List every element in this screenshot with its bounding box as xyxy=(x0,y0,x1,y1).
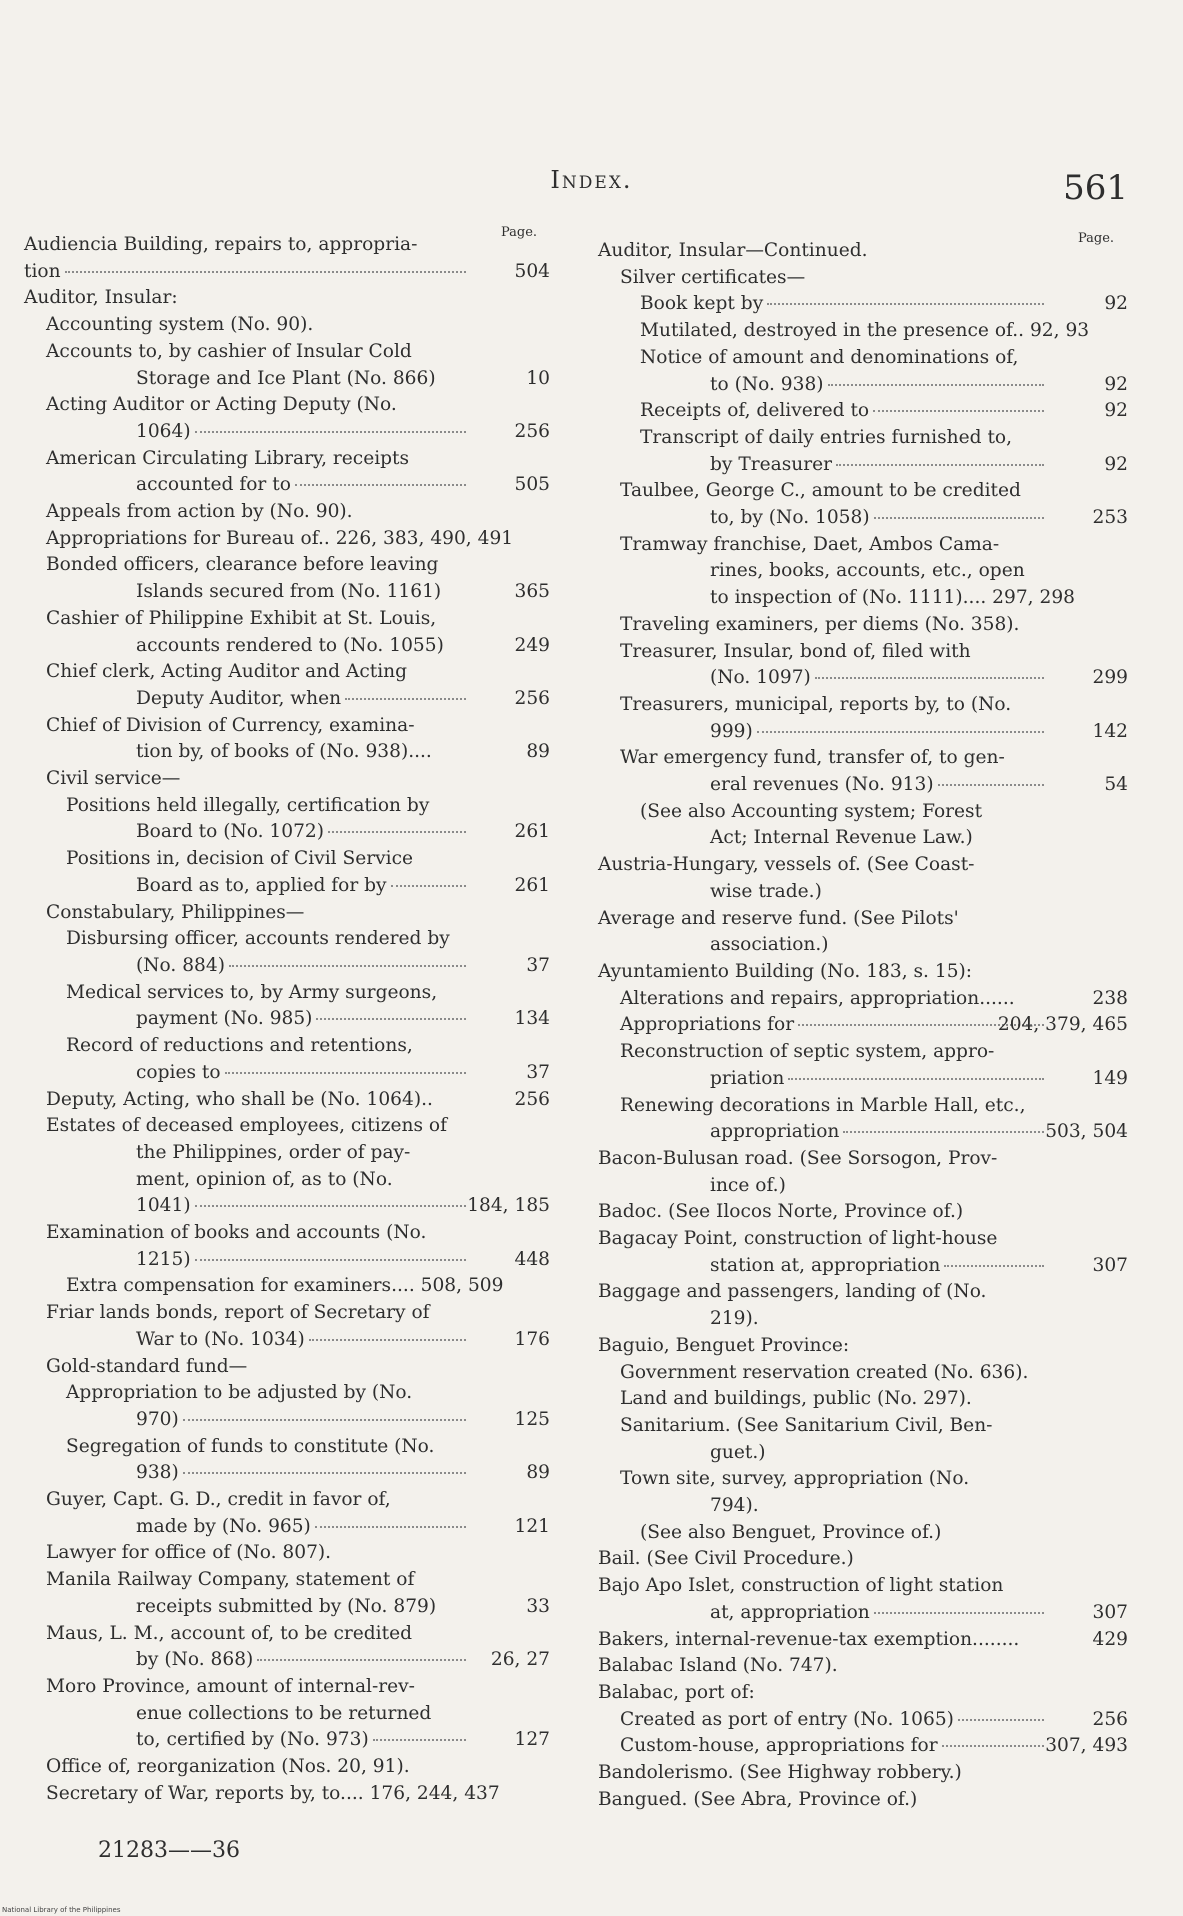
dot-leader xyxy=(195,1259,466,1261)
index-entry xyxy=(24,1033,550,1086)
entry-text: Receipts of, delivered to xyxy=(640,400,870,422)
entry-text: Medical services to, by Army surgeons, xyxy=(66,981,438,1003)
dot-leader xyxy=(373,1739,466,1741)
right-page-column-label: Page. xyxy=(1078,231,1115,246)
entry-text: Reconstruction of septic system, appro- xyxy=(620,1041,995,1063)
entry-text: tion by, of books of (No. 938).... xyxy=(136,741,432,763)
index-entry xyxy=(24,312,550,339)
signature-mark: 21283——36 xyxy=(98,1838,240,1863)
page-reference: 261 xyxy=(514,874,550,896)
page-reference: 238 xyxy=(1092,987,1128,1009)
entry-text: Extra compensation for examiners.... 508, 509 xyxy=(66,1275,504,1297)
entry-text: Accounts to, by cashier of Insular Cold xyxy=(46,340,412,362)
page-reference: 92 xyxy=(1104,293,1128,315)
entry-text: Manila Railway Company, statement of xyxy=(46,1569,415,1591)
entry-text: Mutilated, destroyed in the presence of.. 92, 93 xyxy=(640,320,1090,342)
index-entry xyxy=(598,1226,1128,1279)
index-entry xyxy=(598,1733,1128,1760)
page-reference: 10 xyxy=(526,367,550,389)
dot-leader xyxy=(836,464,1044,466)
dot-leader xyxy=(225,1072,466,1074)
entry-text: Positions in, decision of Civil Service xyxy=(66,848,414,870)
dot-leader xyxy=(328,831,466,833)
index-entry xyxy=(24,846,550,899)
dot-leader xyxy=(295,484,466,486)
entry-text: Act; Internal Revenue Law.) xyxy=(710,827,973,849)
page-reference: 504 xyxy=(514,260,550,282)
index-entry xyxy=(24,1781,550,1808)
index-entry xyxy=(24,1674,550,1754)
dot-leader xyxy=(843,1131,1044,1133)
entry-text: tion xyxy=(24,260,61,282)
entry-text: Friar lands bonds, report of Secretary of xyxy=(46,1302,430,1324)
entry-text: Moro Province, amount of internal-rev- xyxy=(46,1675,415,1697)
entry-text: the Philippines, order of pay- xyxy=(136,1141,411,1163)
dot-leader xyxy=(316,1018,466,1020)
page-reference: 307 xyxy=(1092,1601,1128,1623)
index-entry xyxy=(598,1573,1128,1626)
index-entry xyxy=(24,713,550,766)
index-entry xyxy=(598,959,1128,986)
library-microprint: National Library of the Philippines xyxy=(2,1906,121,1914)
entry-text: Transcript of daily entries furnished to, xyxy=(640,426,1013,448)
entry-text: to (No. 938) xyxy=(710,373,824,395)
index-entry xyxy=(598,425,1128,478)
index-entry xyxy=(598,398,1128,425)
entry-text: Bacon-Bulusan road. (See Sorsogon, Prov- xyxy=(598,1147,998,1169)
page-reference: 365 xyxy=(514,581,550,603)
entry-text: Maus, L. M., account of, to be credited xyxy=(46,1622,413,1644)
entry-text: Bajo Apo Islet, construction of light station xyxy=(598,1575,1004,1597)
entry-text: Positions held illegally, certification by xyxy=(66,794,430,816)
index-entry xyxy=(598,345,1128,398)
entry-text: enue collections to be returned xyxy=(136,1702,432,1724)
dot-leader xyxy=(828,384,1044,386)
entry-text: Treasurer, Insular, bond of, filed with xyxy=(620,640,971,662)
entry-text: Appeals from action by (No. 90). xyxy=(46,501,353,523)
entry-text: ince of.) xyxy=(710,1174,786,1196)
dot-leader xyxy=(767,303,1044,305)
dot-leader xyxy=(874,517,1044,519)
entry-text: Renewing decorations in Marble Hall, etc., xyxy=(620,1094,1026,1116)
index-entry xyxy=(24,980,550,1033)
index-entry xyxy=(24,793,550,846)
dot-leader xyxy=(183,1472,466,1474)
dot-leader xyxy=(938,784,1044,786)
entry-text: Appropriations for Bureau of.. 226, 383, 490, 491 xyxy=(46,527,514,549)
entry-text: to, by (No. 1058) xyxy=(710,507,870,529)
index-entry xyxy=(598,1707,1128,1734)
index-entry xyxy=(24,1113,550,1220)
page-reference: 89 xyxy=(526,1462,550,1484)
page-reference: 184, 185 xyxy=(467,1195,550,1217)
index-entry xyxy=(598,1653,1128,1680)
entry-text: Gold-standard fund— xyxy=(46,1355,248,1377)
left-page-column-label: Page. xyxy=(501,225,538,240)
index-entry xyxy=(24,1087,550,1114)
entry-text: 1041) xyxy=(136,1195,191,1217)
page-reference: 249 xyxy=(514,634,550,656)
page-reference: 256 xyxy=(514,1088,550,1110)
entry-text: Disbursing officer, accounts rendered by xyxy=(66,928,450,950)
dot-leader xyxy=(229,965,466,967)
entry-text: (No. 884) xyxy=(136,954,225,976)
entry-text: copies to xyxy=(136,1061,221,1083)
index-entry xyxy=(24,900,550,927)
entry-text: ment, opinion of, as to (No. xyxy=(136,1168,393,1190)
page-reference: 54 xyxy=(1104,774,1128,796)
entry-text: Record of reductions and retentions, xyxy=(66,1035,413,1057)
page-reference: 142 xyxy=(1092,720,1128,742)
entry-text: Treasurers, municipal, reports by, to (No. xyxy=(620,693,1012,715)
page-reference: 261 xyxy=(514,821,550,843)
index-entry xyxy=(24,1273,550,1300)
index-entry xyxy=(598,265,1128,292)
entry-text: guet.) xyxy=(710,1441,766,1463)
index-entry xyxy=(598,986,1128,1013)
page-reference: 37 xyxy=(526,954,550,976)
entry-text: (No. 1097) xyxy=(710,667,811,689)
index-entry xyxy=(24,1567,550,1620)
page-reference: 125 xyxy=(514,1408,550,1430)
entry-text: Bonded officers, clearance before leaving xyxy=(46,554,439,576)
index-entry xyxy=(24,1487,550,1540)
entry-text: Storage and Ice Plant (No. 866) xyxy=(136,367,436,389)
page-reference: 256 xyxy=(1092,1708,1128,1730)
entry-text: (See also Benguet, Province of.) xyxy=(640,1521,942,1543)
dot-leader xyxy=(195,431,466,433)
entry-text: Auditor, Insular—Continued. xyxy=(598,240,868,261)
page-reference: 89 xyxy=(526,741,550,763)
page-reference: 256 xyxy=(514,687,550,709)
dot-leader xyxy=(183,1419,466,1421)
index-entry xyxy=(598,1093,1128,1146)
entry-text: Created as port of entry (No. 1065) xyxy=(620,1708,954,1730)
entry-text: 794). xyxy=(710,1495,759,1517)
entry-text: Baggage and passengers, landing of (No. xyxy=(598,1281,987,1303)
entry-text: Estates of deceased employees, citizens of xyxy=(46,1115,447,1137)
index-entry xyxy=(598,1760,1128,1787)
page-reference: 256 xyxy=(514,420,550,442)
page-reference: 204, 379, 465 xyxy=(997,1014,1128,1036)
index-entry xyxy=(598,799,1128,852)
index-entry xyxy=(598,291,1128,318)
page-reference: 92 xyxy=(1104,400,1128,422)
dot-leader xyxy=(873,410,1044,412)
index-entry xyxy=(24,499,550,526)
entry-text: to, certified by (No. 973) xyxy=(136,1729,369,1751)
entry-text: 1215) xyxy=(136,1248,191,1270)
dot-leader xyxy=(195,1205,466,1207)
entry-text: Chief of Division of Currency, examina- xyxy=(46,714,415,736)
entry-text: Baguio, Benguet Province: xyxy=(598,1334,850,1356)
entry-text: Traveling examiners, per diems (No. 358). xyxy=(620,613,1020,635)
entry-text: to inspection of (No. 1111).... 297, 298 xyxy=(710,587,1075,609)
page-reference: 429 xyxy=(1092,1628,1128,1650)
index-entry xyxy=(24,446,550,499)
entry-text: Chief clerk, Acting Auditor and Acting xyxy=(46,661,408,683)
dot-leader xyxy=(874,1612,1044,1614)
entry-text: Alterations and repairs, appropriation...... xyxy=(620,987,1015,1009)
page-title: Index. xyxy=(550,166,633,194)
entry-text: Board to (No. 1072) xyxy=(136,821,325,843)
entry-text: Bandolerismo. (See Highway robbery.) xyxy=(598,1762,962,1784)
entry-text: wise trade.) xyxy=(710,880,822,902)
page-reference: 92 xyxy=(1104,373,1128,395)
entry-text: Taulbee, George C., amount to be credited xyxy=(620,480,1021,502)
dot-leader xyxy=(788,1078,1044,1080)
index-entry xyxy=(24,392,550,445)
entry-text: Bagacay Point, construction of light-house xyxy=(598,1228,998,1250)
entry-text: Accounting system (No. 90). xyxy=(46,314,314,336)
index-entry xyxy=(24,606,550,659)
index-entry xyxy=(598,1146,1128,1199)
entry-text: Average and reserve fund. (See Pilots' xyxy=(598,907,959,929)
index-entry xyxy=(598,532,1128,612)
page-reference: 503, 504 xyxy=(1045,1121,1128,1143)
entry-text: association.) xyxy=(710,934,829,956)
index-column-right xyxy=(598,238,1128,1813)
index-entry xyxy=(598,1466,1128,1519)
index-entry xyxy=(598,1386,1128,1413)
entry-text: Guyer, Capt. G. D., credit in favor of, xyxy=(46,1489,391,1511)
entry-text: Bangued. (See Abra, Province of.) xyxy=(598,1788,918,1810)
entry-text: Deputy Auditor, when xyxy=(136,687,342,709)
index-entry xyxy=(598,1012,1128,1039)
entry-text: Custom-house, appropriations for xyxy=(620,1735,938,1757)
entry-text: Civil service— xyxy=(46,768,181,790)
entry-text: Secretary of War, reports by, to.... 176, 244, 437 xyxy=(46,1782,500,1804)
page-reference: 149 xyxy=(1092,1067,1128,1089)
entry-text: by (No. 868) xyxy=(136,1649,254,1671)
entry-text: Balabac Island (No. 747). xyxy=(598,1655,838,1677)
index-entry xyxy=(598,1360,1128,1387)
index-entry xyxy=(598,1039,1128,1092)
entry-text: Silver certificates— xyxy=(620,266,806,288)
index-entry xyxy=(24,232,550,285)
index-entry xyxy=(598,745,1128,798)
entry-text: Audiencia Building, repairs to, appropria- xyxy=(24,234,418,255)
page-reference: 299 xyxy=(1092,667,1128,689)
entry-text: accounts rendered to (No. 1055) xyxy=(136,634,444,656)
entry-text: Acting Auditor or Acting Deputy (No. xyxy=(46,394,397,416)
index-entry xyxy=(24,1540,550,1567)
dot-leader xyxy=(958,1719,1044,1721)
index-entry xyxy=(598,906,1128,959)
page-reference: 92 xyxy=(1104,453,1128,475)
entry-text: 219). xyxy=(710,1308,759,1330)
entry-text: American Circulating Library, receipts xyxy=(46,447,410,469)
entry-text: Islands secured from (No. 1161) xyxy=(136,581,442,603)
index-entry xyxy=(24,766,550,793)
index-entry xyxy=(598,1680,1128,1707)
entry-text: by Treasurer xyxy=(710,453,832,475)
dot-leader xyxy=(942,1745,1044,1747)
index-entry xyxy=(24,1354,550,1381)
index-entry xyxy=(24,926,550,979)
index-entry xyxy=(598,639,1128,692)
entry-text: Notice of amount and denominations of, xyxy=(640,346,1019,368)
dot-leader xyxy=(757,731,1044,733)
entry-text: Town site, survey, appropriation (No. xyxy=(620,1468,970,1490)
dot-leader xyxy=(315,1526,466,1528)
index-entry xyxy=(24,285,550,312)
index-entry xyxy=(24,659,550,712)
entry-text: Badoc. (See Ilocos Norte, Province of.) xyxy=(598,1201,964,1223)
dot-leader xyxy=(944,1265,1044,1267)
entry-text: 1064) xyxy=(136,420,191,442)
entry-text: Book kept by xyxy=(640,293,764,315)
entry-text: priation xyxy=(710,1067,785,1089)
index-entry xyxy=(598,1279,1128,1332)
entry-text: eral revenues (No. 913) xyxy=(710,774,934,796)
entry-text: Land and buildings, public (No. 297). xyxy=(620,1388,972,1410)
index-entry xyxy=(598,1199,1128,1226)
entry-text: at, appropriation xyxy=(710,1601,870,1623)
entry-text: Austria-Hungary, vessels of. (See Coast- xyxy=(598,854,975,876)
index-entry xyxy=(24,1754,550,1781)
index-entry xyxy=(598,852,1128,905)
index-entry xyxy=(24,552,550,605)
entry-text: Examination of books and accounts (No. xyxy=(46,1222,427,1244)
page-reference: 307, 493 xyxy=(1045,1735,1128,1757)
dot-leader xyxy=(815,677,1044,679)
index-entry xyxy=(24,339,550,392)
entry-text: Office of, reorganization (Nos. 20, 91). xyxy=(46,1756,410,1778)
entry-text: Tramway franchise, Daet, Ambos Cama- xyxy=(620,533,1000,555)
index-entry xyxy=(24,526,550,553)
entry-text: Segregation of funds to constitute (No. xyxy=(66,1435,435,1457)
index-entry xyxy=(598,1333,1128,1360)
dot-leader xyxy=(257,1659,466,1661)
index-entry xyxy=(598,692,1128,745)
dot-leader xyxy=(65,271,466,273)
page-number: 561 xyxy=(1063,168,1128,208)
entry-text: Cashier of Philippine Exhibit at St. Louis, xyxy=(46,607,437,629)
index-entry xyxy=(24,1434,550,1487)
entry-text: Lawyer for office of (No. 807). xyxy=(46,1542,332,1564)
page-reference: 37 xyxy=(526,1061,550,1083)
dot-leader xyxy=(309,1339,466,1341)
page-reference: 448 xyxy=(514,1248,550,1270)
entry-text: Appropriation to be adjusted by (No. xyxy=(66,1382,413,1404)
index-entry xyxy=(24,1220,550,1273)
index-entry xyxy=(24,1380,550,1433)
entry-text: Appropriations for xyxy=(620,1014,795,1036)
entry-text: Constabulary, Philippines— xyxy=(46,901,305,923)
index-entry xyxy=(598,612,1128,639)
entry-text: accounted for to xyxy=(136,474,291,496)
index-column-left xyxy=(24,232,550,1807)
page-reference: 176 xyxy=(514,1328,550,1350)
index-entry xyxy=(598,238,1128,265)
page-reference: 505 xyxy=(514,474,550,496)
entry-text: payment (No. 985) xyxy=(136,1008,313,1030)
index-entry xyxy=(598,318,1128,345)
page-reference: 253 xyxy=(1092,507,1128,529)
entry-text: 938) xyxy=(136,1462,179,1484)
index-entry xyxy=(598,1546,1128,1573)
entry-text: Bakers, internal-revenue-tax exemption........ xyxy=(598,1628,1020,1650)
entry-text: rines, books, accounts, etc., open xyxy=(710,560,1025,582)
index-entry xyxy=(598,1413,1128,1466)
entry-text: made by (No. 965) xyxy=(136,1515,311,1537)
entry-text: 999) xyxy=(710,720,753,742)
entry-text: station at, appropriation xyxy=(710,1254,941,1276)
entry-text: Board as to, applied for by xyxy=(136,874,387,896)
entry-text: Sanitarium. (See Sanitarium Civil, Ben- xyxy=(620,1414,993,1436)
entry-text: Deputy, Acting, who shall be (No. 1064).. xyxy=(46,1088,433,1110)
entry-text: War to (No. 1034) xyxy=(136,1328,305,1350)
page-reference: 26, 27 xyxy=(490,1649,550,1671)
entry-text: War emergency fund, transfer of, to gen- xyxy=(620,747,1005,769)
entry-text: appropriation xyxy=(710,1121,840,1143)
entry-text: (See also Accounting system; Forest xyxy=(640,800,983,822)
dot-leader xyxy=(391,885,466,887)
page-reference: 307 xyxy=(1092,1254,1128,1276)
index-entry xyxy=(598,1787,1128,1814)
entry-text: 970) xyxy=(136,1408,179,1430)
index-entry xyxy=(24,1621,550,1674)
page-reference: 33 xyxy=(526,1595,550,1617)
entry-text: Ayuntamiento Building (No. 183, s. 15): xyxy=(598,960,973,982)
entry-text: receipts submitted by (No. 879) xyxy=(136,1595,437,1617)
entry-text: Government reservation created (No. 636). xyxy=(620,1361,1029,1383)
entry-text: Balabac, port of: xyxy=(598,1681,755,1703)
page-reference: 134 xyxy=(514,1008,550,1030)
page-reference: 121 xyxy=(514,1515,550,1537)
index-entry xyxy=(598,1520,1128,1547)
index-entry xyxy=(598,478,1128,531)
entry-text: Auditor, Insular: xyxy=(24,287,178,309)
page-reference: 127 xyxy=(514,1729,550,1751)
index-entry xyxy=(24,1300,550,1353)
dot-leader xyxy=(345,698,466,700)
entry-text: Bail. (See Civil Procedure.) xyxy=(598,1548,854,1570)
index-entry xyxy=(598,1627,1128,1654)
